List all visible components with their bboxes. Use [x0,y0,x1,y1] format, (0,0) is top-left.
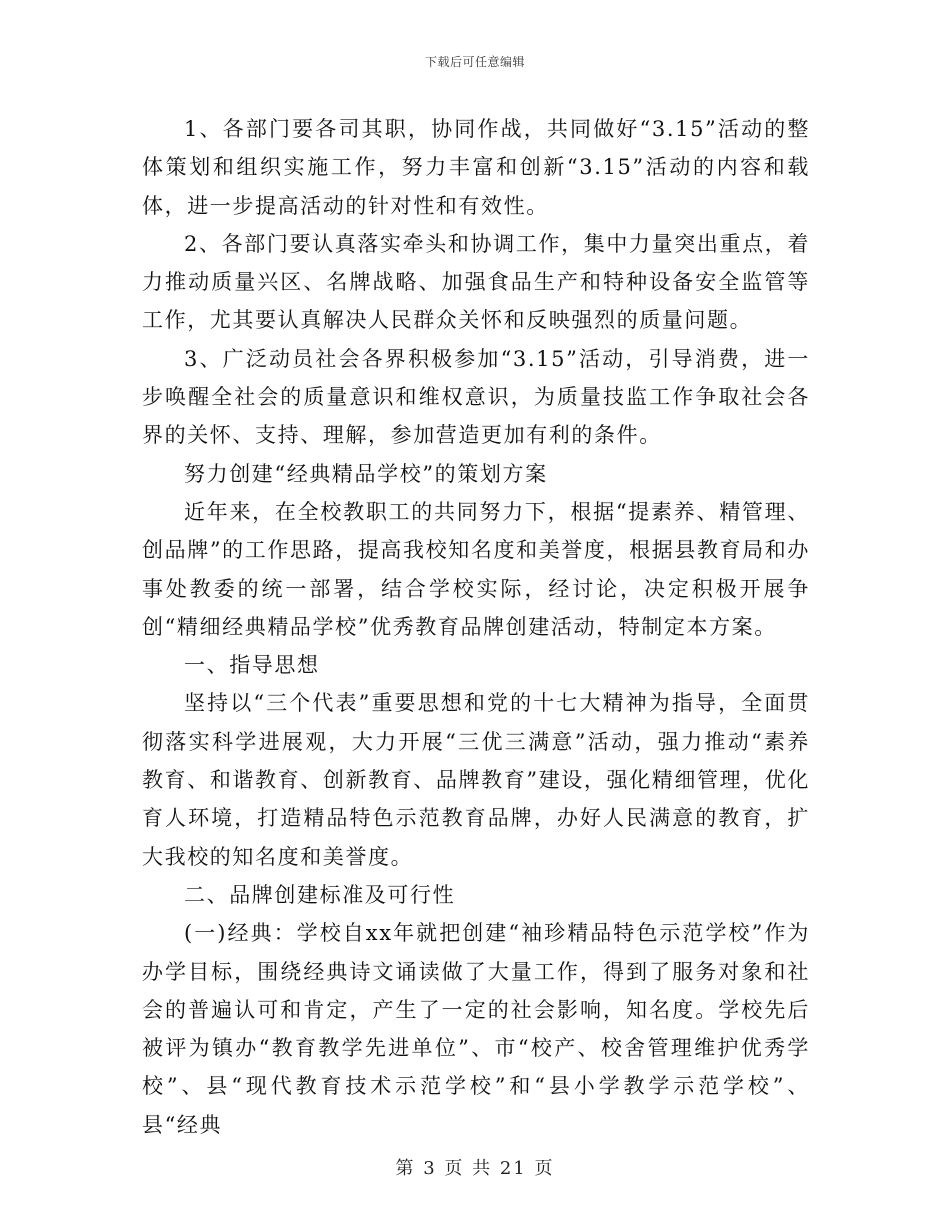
page-number: 第 3 页 共 21 页 [395,1158,555,1179]
paragraph-item-3: 3、广泛动员社会各界积极参加“3.15”活动，引导消费，进一步唤醒全社会的质量意识和维权意识，为质量技监工作争取社会各界的关怀、支持、理解，参加营造更加有利的条件。 [142,346,810,448]
header-note: 下载后可任意编辑 [424,55,525,69]
classic-paragraph: (一)经典：学校自xx年就把创建“袖珍精品特色示范学校”作为办学目标，围绕经典诗文诵读做了大量工作，得到了服务对象和社会的普遍认可和肯定，产生了一定的社会影响，知名度。学校先后被评为镇办“教育教学先进单位”、市“校产、校舍管理维护优秀学校”、县“现代教育技术示范学校”和“县小学教学示范学校”、 县“经典 [142,921,810,1137]
intro-paragraph: 近年来，在全校教职工的共同努力下，根据“提素养、精管理、创品牌”的工作思路，提高我校知名度和美誉度，根据县教育局和办事处教委的统一部署，结合学校实际，经讨论，决定积极开展争创“精细经典精品学校”优秀教育品牌创建活动，特制定本方案。 [142,499,810,639]
section-title: 努力创建“经典精品学校”的策划方案 [184,461,548,486]
heading-guiding-ideology: 一、指导思想 [184,653,320,678]
paragraph-item-2: 2、各部门要认真落实牵头和协调工作，集中力量突出重点，着力推动质量兴区、名牌战略、加强食品生产和特种设备安全监管等工作，尤其要认真解决人民群众关怀和反映强烈的质量问题。 [142,231,810,333]
guiding-ideology-paragraph: 坚持以“三个代表”重要思想和党的十七大精神为指导，全面贯彻落实科学进展观，大力开展“三优三满意”活动，强力推动“素养教育、和谐教育、创新教育、品牌教育”建设，强化精细管理，优化育人环境，打造精品特色示范教育品牌，办好人民满意的教育，扩大我校的知名度和美誉度。 [142,691,810,869]
paragraph-item-1: 1、各部门要各司其职，协同作战，共同做好“3.15”活动的整体策划和组织实施工作，努力丰富和创新“3.15”活动的内容和载体，进一步提高活动的针对性和有效性。 [142,117,810,218]
document-body [142,110,810,1144]
heading-brand-standards: 二、品牌创建标准及可行性 [184,882,456,907]
